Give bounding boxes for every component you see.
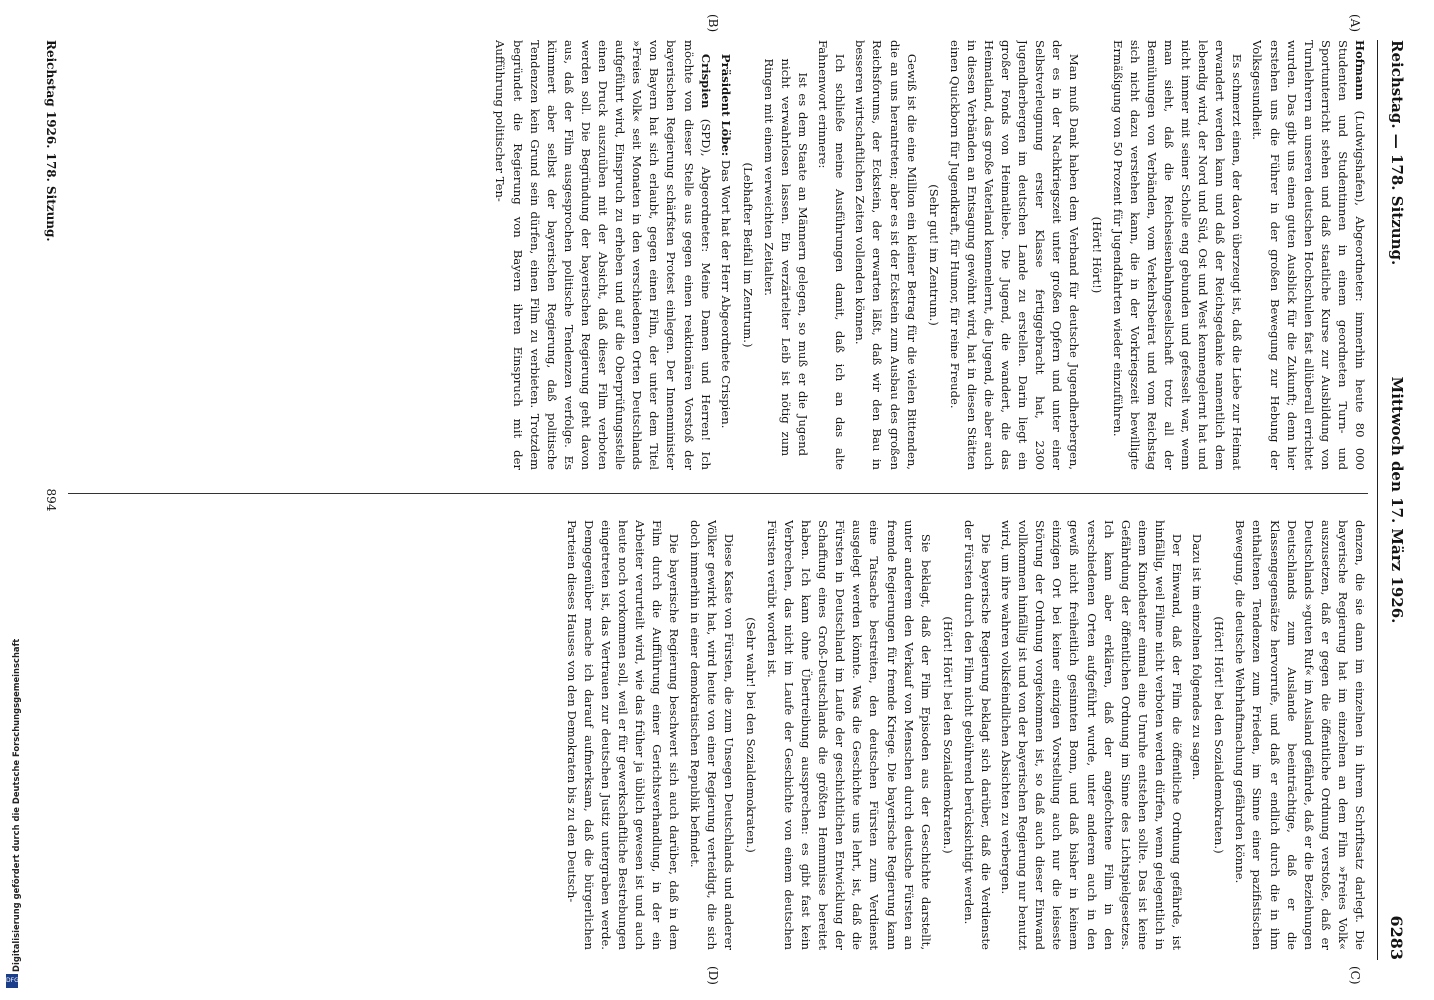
reaction-note: (Sehr gut! im Zentrum.) (926, 184, 941, 326)
paragraph (491, 40, 713, 470)
paragraph: Die bayerische Regierung beschwert sich auch darüber, daß in dem Film durch die Aufführung einer Gerichtsverhandlung, in der ein Arbeiter verurteilt wird, wie das früher ja üblich gewesen ist und auch heute noch vorkommen soll, weil er für gewerkschaftliche Bestrebungen eingetreten ist, das Vertrauen zur deutschen Justiz untergraben werde. Demgegenüber mache ich darauf aufmerksam, daß die bürgerlichen Parteien dieses Hauses von den Demokraten bis zu den Deutsch- (564, 520, 682, 950)
paragraph: Dazu ist im einzelnen folgendes zu sagen. (1190, 533, 1205, 781)
paragraph (717, 40, 734, 470)
speaker-name: Präsident Löbe: (718, 53, 733, 157)
paragraph: denzen, die sie dann im einzelnen in ihrem Schriftsatz darlegt. Die bayerische Regierung hat im einzelnen an dem Film »Freies Volk« auszusetzen, daß er gegen die öffentliche Ordnung verstoße, daß er Deutschlands »guten Ruf« im Ausland gefährde, daß er die Beziehungen Deutschlands zum Auslande beeinträchtige, daß er die Klassengegensätze hervorrufe, und daß er endlich durch die in ihm enthaltenen Tendenzen zum Frieden, im Sinne einer pazifistischen Bewegung, die deutsche Wehrhaftmachung gefährden könne. (1233, 520, 1367, 950)
digitization-text: Digitalisierung gefördert durch die Deutsche Forschungsgemeinschaft (11, 638, 21, 972)
reaction-note: (Hört! Hört! bei den Sozialdemokraten.) (940, 616, 955, 854)
margin-mark-d: (D) (706, 966, 720, 985)
paragraph (1248, 40, 1368, 470)
page-header (1382, 40, 1412, 960)
margin-mark-b: (B) (706, 14, 720, 33)
margin-mark-c: (C) (1348, 966, 1362, 985)
speaker-name: Hofmann (1353, 40, 1367, 101)
reaction-note: (Sehr wahr! bei den Sozialdemokraten.) (743, 617, 758, 853)
speaker-affiliation: (Ludwigshafen), Abgeordneter: (1353, 110, 1367, 302)
paragraph: Sie beklagt, daß der Film Episoden aus der Geschichte darstellt, unter anderem den Verkauf von Menschen durch deutsche Fürsten an fremde Regierungen für fremde Kriege. Die bayerische Regierung kann eine Tatsache bestreiten, den deutschen Fürsten zum Verdienst ausgelegt werden könnte. Was die Geschichte uns lehrt, ist, daß die Fürsten in Deutschland im Laufe der geschichtlichen Entwicklung der Schaffung eines Groß-Deutschlands die größten Hemmnisse bereitet haben. Ich kann ohne Übertreibung aussprechen: es gibt fast kein Verbrechen, das nicht im Laufe der Geschichte von einem deutschen Fürsten verübt worden ist. (764, 520, 933, 950)
dfg-logo-icon: DFG (6, 974, 18, 988)
left-text-column (68, 40, 1368, 470)
paragraph: Der Einwand, daß der Film die öffentliche Ordnung gefährde, ist hinfällig, weil Filme nicht verboten werden dürfen, wenn gelegentlich in einem Kinotheater einmal eine Unruhe entstehen sollte. Das ist keine Gefährdung der öffentlichen Ordnung im Sinne des Lichtspielgesetzes. Ich kann aber erklären, daß der angefochtene Film in den verschiedenen Orten aufgeführt wurde, unter anderem auch in den gewiß nicht freiheitlich gesinnten Bonn, und daß bisher in keinem einzigen Ort bei keiner einzigen Vorstellung auch nur die leiseste Störung der Ordnung vorgekommen ist, so daß auch dieser Einwand vollkommen hinfällig ist und von der bayerischen Regierung nur benutzt wird, um ihre wahren volksfeindlichen Absichten zu verbergen. (999, 520, 1185, 950)
paragraph: Man muß Dank haben dem Verband für deutsche Jugendherbergen, der es in der Nachkriegszeit unter großen Opfern und unter einer Selbstverleugnung erster Klasse fertiggebracht hat, 2300 Jugendherbergen im deutschen Lande zu erstellen. Darin liegt ein großer Fonds von Heimatliebe. Die Jugend, die wandert, die das Heimatland, das große Vaterland kennenlernt, die Jugend, die aber auch in diesen Verbänden an Entsagung gewöhnt wird, hat in diesen Stätten einen Quickborn für Jugendkraft, für Humor, für reine Freude. (947, 40, 1082, 470)
footer-sheet-number: 894 (44, 488, 58, 512)
paragraph: Ich schließe meine Ausführungen damit, daß ich an das alte Fahnenwort erinnere: (816, 40, 848, 470)
speaker-name: Crispien (698, 53, 713, 109)
header-rule (1377, 40, 1378, 960)
paragraph: Gewiß ist die eine Million ein kleiner Betrag für die vielen Bittenden, die an uns herantreten; aber es ist der Eckstein zum Ausbau des großen Reichsforums, der Eckstein, der erwarten läßt, daß wir den Bau in besseren wirtschaftlichen Zeiten vollenden können. (853, 40, 919, 470)
paragraph-text: (SPD), Abgeordneter: Meine Damen und Herren! Ich möchte von dieser Stelle aus gegen einen reaktionären Vorstoß der bayerischen Regierung schärfsten Protest einlegen. Der Innenminister von Bayern hat sich erlaubt, gegen einen Film, der unter dem Titel »Freies Volk« seit Monaten in den verschiedenen Orten Deutschlands aufgeführt wird, Einspruch zu erheben und auf die Oberprüfungsstelle einen Druck auszuüben mit der Absicht, daß dieser Film verboten werden soll. Die Begründung der bayerischen Regierung geht davon aus, daß der Film ausgesprochen politische Tendenzen verfolge. Es kümmert aber selbst der bayerischen Regierung, daß politische Tendenzen kein Grund sein dürfen, einen Film zu verbieten. Trotzdem begründet die Regierung von Bayern ihren Einspruch mit der Aufführung politischer Ten- (493, 40, 713, 470)
paragraph: Diese Kaste von Fürsten, die zum Unsegen Deutschlands und anderer Völker gewirkt hat, wird heute von einer Regierung verteidigt, die sich doch immerhin in einer demokratischen Republik befindet. (687, 520, 736, 950)
quotation: Ist es dem Staate an Männern gelegen, so muß er die Jugend nicht verwahrlosen lassen. Ein verzärtelter Leib ist nötig zum Ringen mit einem verweichten Zeitalter. (761, 58, 811, 457)
reaction-note: (Hört! Hört! bei den Sozialdemokraten.) (1212, 616, 1227, 854)
reaction-note: (Lebhafter Beifall im Zentrum.) (740, 162, 755, 348)
margin-mark-a: (A) (1348, 14, 1362, 33)
paragraph: Die bayerische Regierung beklagt sich darüber, daß die Verdienste der Fürsten durch den Film nicht gebührend berücksichtigt werden. (961, 520, 994, 950)
right-text-column (68, 520, 1368, 950)
header-date: Mittwoch den 17. März 1926. (1388, 376, 1406, 624)
footer-session: Reichstag 1926. 178. Sitzung. (44, 40, 58, 242)
header-page-number: 6283 (1387, 915, 1406, 960)
digitization-notice (2, 354, 26, 994)
paragraph-text: immerhin heute 80 000 Studenten und Studentinnen in einem geordneten Turn- und Sportunterricht stehen und daß staatliche Kurse zur Ausbildung von Turnlehrern an unseren deutschen Hochschulen fast allüberall errichtet wurden. Das gibt uns einen guten Ausblick für die Zukunft; denn hier erstehen uns die Führer in der großen Bewegung zur Hebung der Volksgesundheit. (1250, 40, 1367, 470)
reaction-note: (Hört! Hört!) (1089, 216, 1104, 294)
paragraph-text: Das Wort hat der Herr Abgeordnete Crispien. (718, 159, 733, 429)
paragraph: Es schmerzt einen, der davon überzeugt ist, daß die Liebe zur Heimat erwandert werden kann und daß der Reichsgedanke namentlich dem lebendig wird, der Nord und Süd, Ost und West kennengelernt hat und nicht immer mit seiner Scholle eng gebunden und gefesselt war, wenn man sieht, daß die Reichseisenbahngesellschaft trotz all der Bemühungen von Verbänden, vom Verkehrsbeirat und vom Reichstag sich nicht dazu verstehen kann, die in der Vorkriegszeit bewilligte Ermäßigung von 50 Prozent für Jugendfahrten wieder einzuführen. (1110, 40, 1245, 470)
column-divider (68, 493, 1368, 494)
header-session-title: Reichstag. — 178. Sitzung. (1388, 40, 1406, 266)
